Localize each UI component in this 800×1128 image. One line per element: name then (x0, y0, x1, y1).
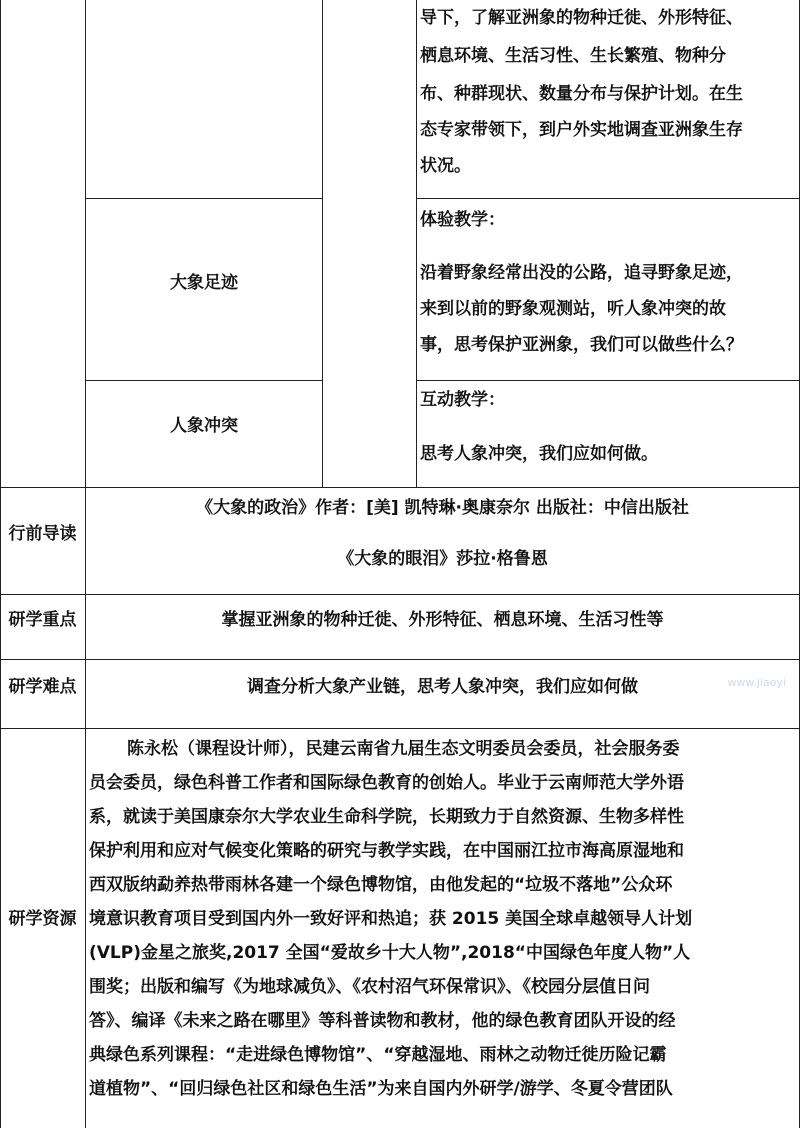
grid-line (85, 198, 322, 199)
reading-book-2: 《大象的眼泪》莎拉·格鲁恩 (337, 549, 548, 569)
text-line: 围奖；出版和编写《为地球减负》、《农村沼气环保常识》、《校园分层值日问 (89, 977, 650, 997)
text-line: 员会委员，绿色科普工作者和国际绿色教育的创始人。毕业于云南师范大学外语 (89, 773, 684, 793)
text-line: 来到以前的野象观测站，听人象冲突的故 (420, 299, 726, 319)
row-label-focus: 研学重点 (8, 610, 77, 630)
grid-line (0, 487, 800, 488)
teaching-method: 互动教学： (420, 390, 505, 410)
text-line: 保护利用和应对气候变化策略的研究与教学实践，在中国丽江拉市海高原湿地和 (89, 841, 684, 861)
difficulty-text: 调查分析大象产业链，思考人象冲突，我们应如何做 (247, 677, 638, 697)
grid-line (416, 198, 799, 199)
grid-line (416, 0, 417, 487)
text-line: 沿着野象经常出没的公路，追寻野象足迹， (420, 263, 743, 283)
text-line: (VLP)金星之旅奖,2017 全国“爱故乡十大人物”,2018“中国绿色年度人物”人 (89, 943, 691, 963)
grid-line (322, 0, 323, 487)
grid-line (416, 380, 799, 381)
text-line: 状况。 (420, 156, 471, 176)
text-line: 道植物”、“回归绿色社区和绿色生活”为来自国内外研学/游学、冬夏令营团队 (89, 1079, 673, 1099)
text-line: 思考人象冲突，我们应如何做。 (420, 444, 658, 464)
text-line: 西双版纳勐养热带雨林各建一个绿色博物馆，由他发起的“垃圾不落地”公众环 (89, 875, 673, 895)
text-line: 事，思考保护亚洲象，我们可以做些什么？ (420, 335, 743, 355)
row-label-difficulty: 研学难点 (8, 677, 77, 697)
grid-line (0, 659, 800, 660)
grid-line (85, 380, 322, 381)
activity-name-conflict: 人象冲突 (170, 416, 238, 436)
activity-name-footprint: 大象足迹 (170, 273, 238, 293)
grid-line (0, 0, 1, 1128)
grid-line (0, 728, 800, 729)
row-label-reading: 行前导读 (8, 524, 77, 544)
text-line: 布、种群现状、数量分布与保护计划。在生 (420, 84, 743, 104)
text-line: 栖息环境、生活习性、生长繁殖、物种分 (420, 46, 726, 66)
watermark: www.jiaoyi (727, 676, 786, 689)
teaching-method: 体验教学： (420, 210, 505, 230)
text-line: 陈永松（课程设计师），民建云南省九届生态文明委员会委员，社会服务委 (127, 739, 680, 759)
row-label-resources: 研学资源 (8, 909, 77, 929)
text-line: 系，就读于美国康奈尔大学农业生命科学院，长期致力于自然资源、生物多样性 (89, 807, 684, 827)
text-line: 典绿色系列课程：“走进绿色博物馆”、“穿越湿地、雨林之动物迁徙历险记霸 (89, 1045, 667, 1065)
reading-book-1: 《大象的政治》作者：[美] 凯特琳·奥康奈尔 出版社：中信出版社 (196, 498, 689, 518)
focus-text: 掌握亚洲象的物种迁徙、外形特征、栖息环境、生活习性等 (221, 610, 664, 630)
text-line: 答》、编译《未来之路在哪里》等科普读物和教材，他的绿色教育团队开设的经 (89, 1011, 676, 1031)
text-line: 态专家带领下，到户外实地调查亚洲象生存 (420, 120, 743, 140)
text-line: 导下，了解亚洲象的物种迁徙、外形特征、 (420, 8, 743, 28)
grid-line (0, 594, 800, 595)
text-line: 境意识教育项目受到国内外一致好评和热追；获 2015 美国全球卓越领导人计划 (89, 909, 693, 929)
